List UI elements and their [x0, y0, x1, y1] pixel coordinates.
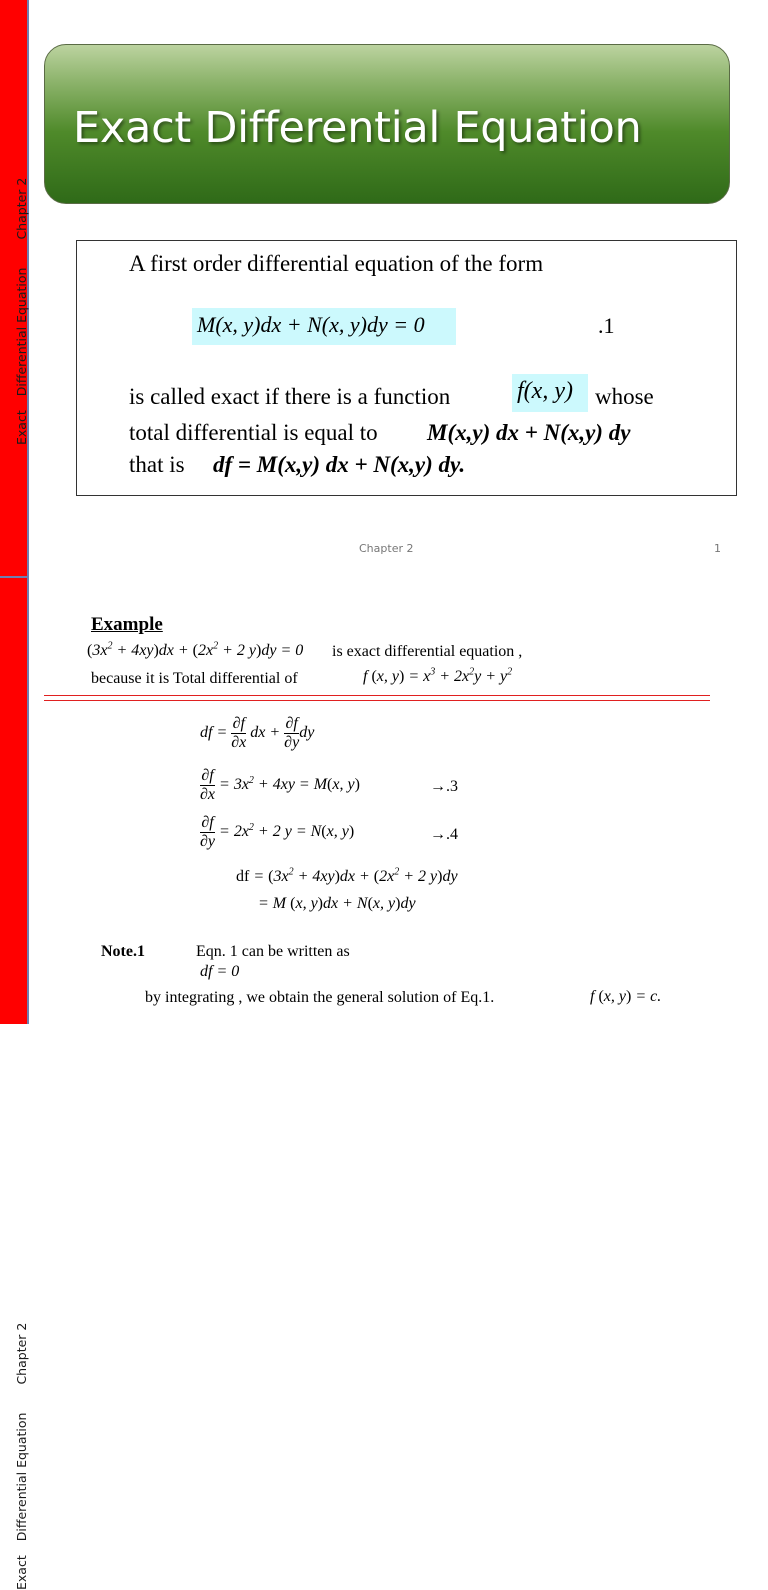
definition-line-2-prefix: is called exact if there is a function	[129, 384, 451, 409]
df-expansion: df = $\frac{\partial f}{\partial x}$ dx + $\frac{\partial f}{\partial y}$ dy	[200, 715, 315, 751]
title-banner	[44, 44, 730, 204]
definition-equation: M(x, y)dx + N(x, y)dy = 0	[197, 312, 425, 337]
footer-page-number: 1	[714, 542, 721, 555]
example-equation-suffix: is exact differential equation ,	[332, 643, 523, 660]
sidebar-vertical-text: ExactDifferential EquationChapter 2	[14, 177, 29, 445]
definition-function: f(x, y)	[517, 378, 573, 404]
note-equation: df = 0	[200, 963, 240, 980]
page-title: Exact Differential Equation	[73, 103, 642, 153]
definition-line-4-prefix: that is	[129, 452, 185, 477]
equation-3-label: →.3	[430, 778, 458, 795]
note-text: Eqn. 1 can be written as	[196, 943, 350, 960]
df-mn-form: = M (x, y)dx + N(x, y)dy	[258, 895, 416, 912]
separator-line	[44, 695, 710, 701]
definition-line-3-prefix: total differential is equal to	[129, 420, 378, 445]
equation-4-label: →.4	[430, 826, 458, 843]
example-heading: Example	[91, 614, 163, 635]
sidebar-vertical-text: ExactDifferential EquationChapter 2	[14, 1322, 29, 1590]
integrating-text: by integrating , we obtain the general solution of Eq.1.	[145, 989, 495, 1006]
definition-box	[76, 240, 737, 496]
total-differential-function: f (x, $y) = x^3 + 2x^2y + y^2$	[363, 666, 513, 685]
partial-y-equation: $\frac{\partial f}{\partial y}$ = $2x^2 + 2$ y = N(x, y)	[200, 814, 355, 850]
sidebar-top	[0, 0, 29, 576]
example-equation: $(3x^2 + 4xy)dx + (2x^2 + 2$ y)dy = 0	[87, 640, 304, 659]
sidebar-bottom	[0, 576, 29, 1590]
definition-line-4-expr: df = M(x,y) dx + N(x,y) dy.	[213, 452, 466, 477]
df-expanded: df = $(3x^2 + 4xy)dx + (2x^2 + 2$ y)dy	[236, 866, 458, 885]
because-text: because it is Total differential of	[91, 670, 298, 687]
definition-line-2-suffix: whose	[595, 384, 654, 409]
general-solution: f (x, y) = c.	[590, 988, 662, 1005]
partial-x-equation: $\frac{\partial f}{\partial x}$ = $3x^2 + 4xy = M(x$, y)	[200, 767, 360, 803]
definition-line-3-expr: M(x,y) dx + N(x,y) dy	[427, 420, 631, 445]
footer-chapter: Chapter 2	[359, 542, 414, 555]
equation-number: .1	[598, 313, 615, 338]
note-label: Note.1	[101, 943, 145, 960]
definition-line-1: A first order differential equation of the form	[129, 251, 544, 276]
